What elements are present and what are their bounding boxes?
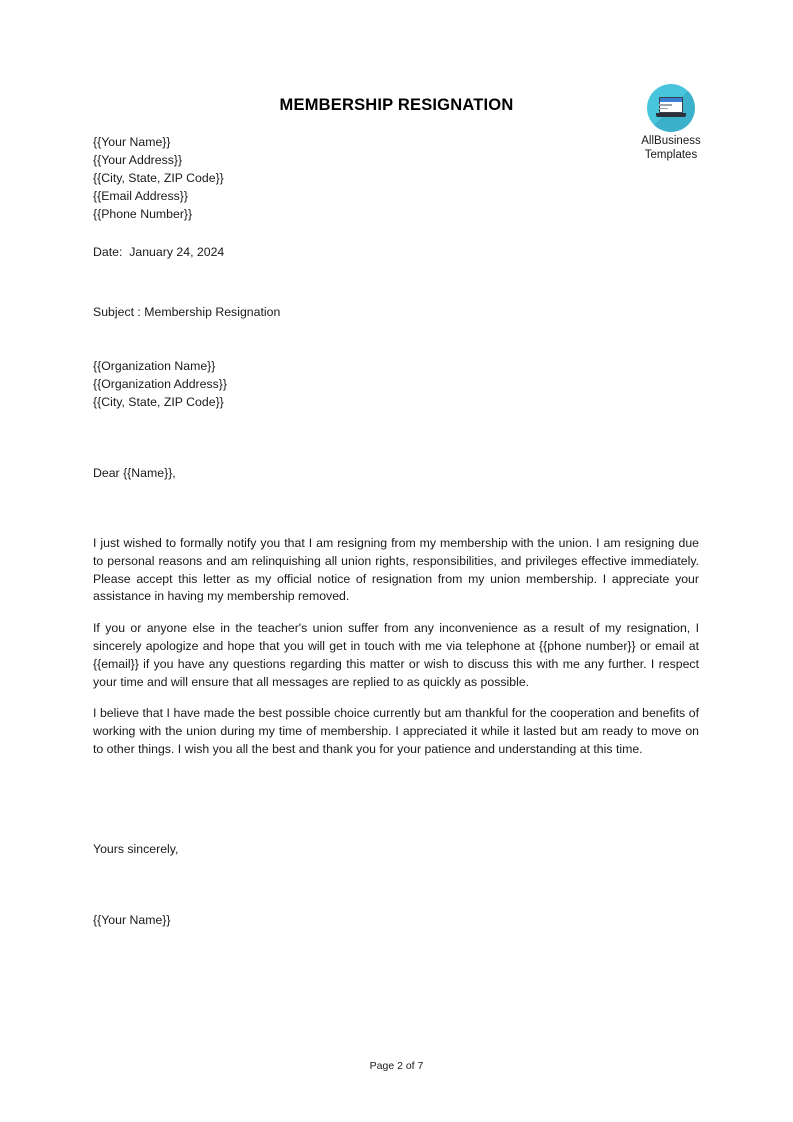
recipient-address-block [93, 357, 227, 411]
letter-body [93, 535, 699, 759]
organization-address: {{Organization Address}} [93, 377, 227, 391]
sender-city-state-zip: {{City, State, ZIP Code}} [93, 171, 224, 185]
sender-name: {{Your Name}} [93, 135, 171, 149]
signature-text: {{Your Name}} [93, 913, 171, 927]
salutation-text: Dear {{Name}}, [93, 466, 176, 480]
organization-city-state-zip: {{City, State, ZIP Code}} [93, 395, 224, 409]
sender-email: {{Email Address}} [93, 189, 189, 203]
logo-wordmark-line-1: AllBusiness [641, 135, 701, 147]
organization-name: {{Organization Name}} [93, 359, 216, 373]
logo-wordmark [625, 135, 717, 162]
signature-line [93, 911, 171, 929]
page-footer: Page 2 of 7 [369, 1060, 424, 1072]
closing-text: Yours sincerely, [93, 842, 179, 856]
logo-wordmark-line-2: Templates [644, 148, 698, 161]
date-line [93, 243, 224, 261]
date-text: Date: January 24, 2024 [93, 245, 225, 259]
page-title: MEMBERSHIP RESIGNATION [279, 96, 514, 114]
sender-address-block [93, 133, 224, 223]
sender-address: {{Your Address}} [93, 153, 183, 167]
body-paragraph-2: If you or anyone else in the teacher's union suffer from any inconvenience as a result of my resignation, I sincerely apologize and hope that you will get in touch with me via telephone at {{phone number}} or email at {{email}} if you have any questions regarding this matter or wish to discuss this with me any further. I respect your time and will ensure that all messages are replied to as quickly as possible. [93, 621, 699, 689]
body-paragraph-1: I just wished to formally notify you that I am resigning from my membership with the union. I am resigning due to personal reasons and am relinquishing all union rights, responsibilities, and privileges effective immediately. Please accept this letter as my official notice of resignation from my union membership. I appreciate your assistance in having my membership removed. [93, 536, 699, 604]
subject-text: Subject : Membership Resignation [93, 305, 281, 319]
subject-line [93, 303, 280, 321]
closing-line [93, 840, 178, 858]
body-paragraph-3: I believe that I have made the best possible choice currently but am thankful for the cooperation and benefits of working with the union during my time of membership. I appreciated it while it lasted but am ready to move on to other things. I wish you all the best and thank you for your patience and understanding at this time. [93, 706, 699, 756]
sender-phone: {{Phone Number}} [93, 207, 193, 221]
salutation [93, 464, 176, 482]
